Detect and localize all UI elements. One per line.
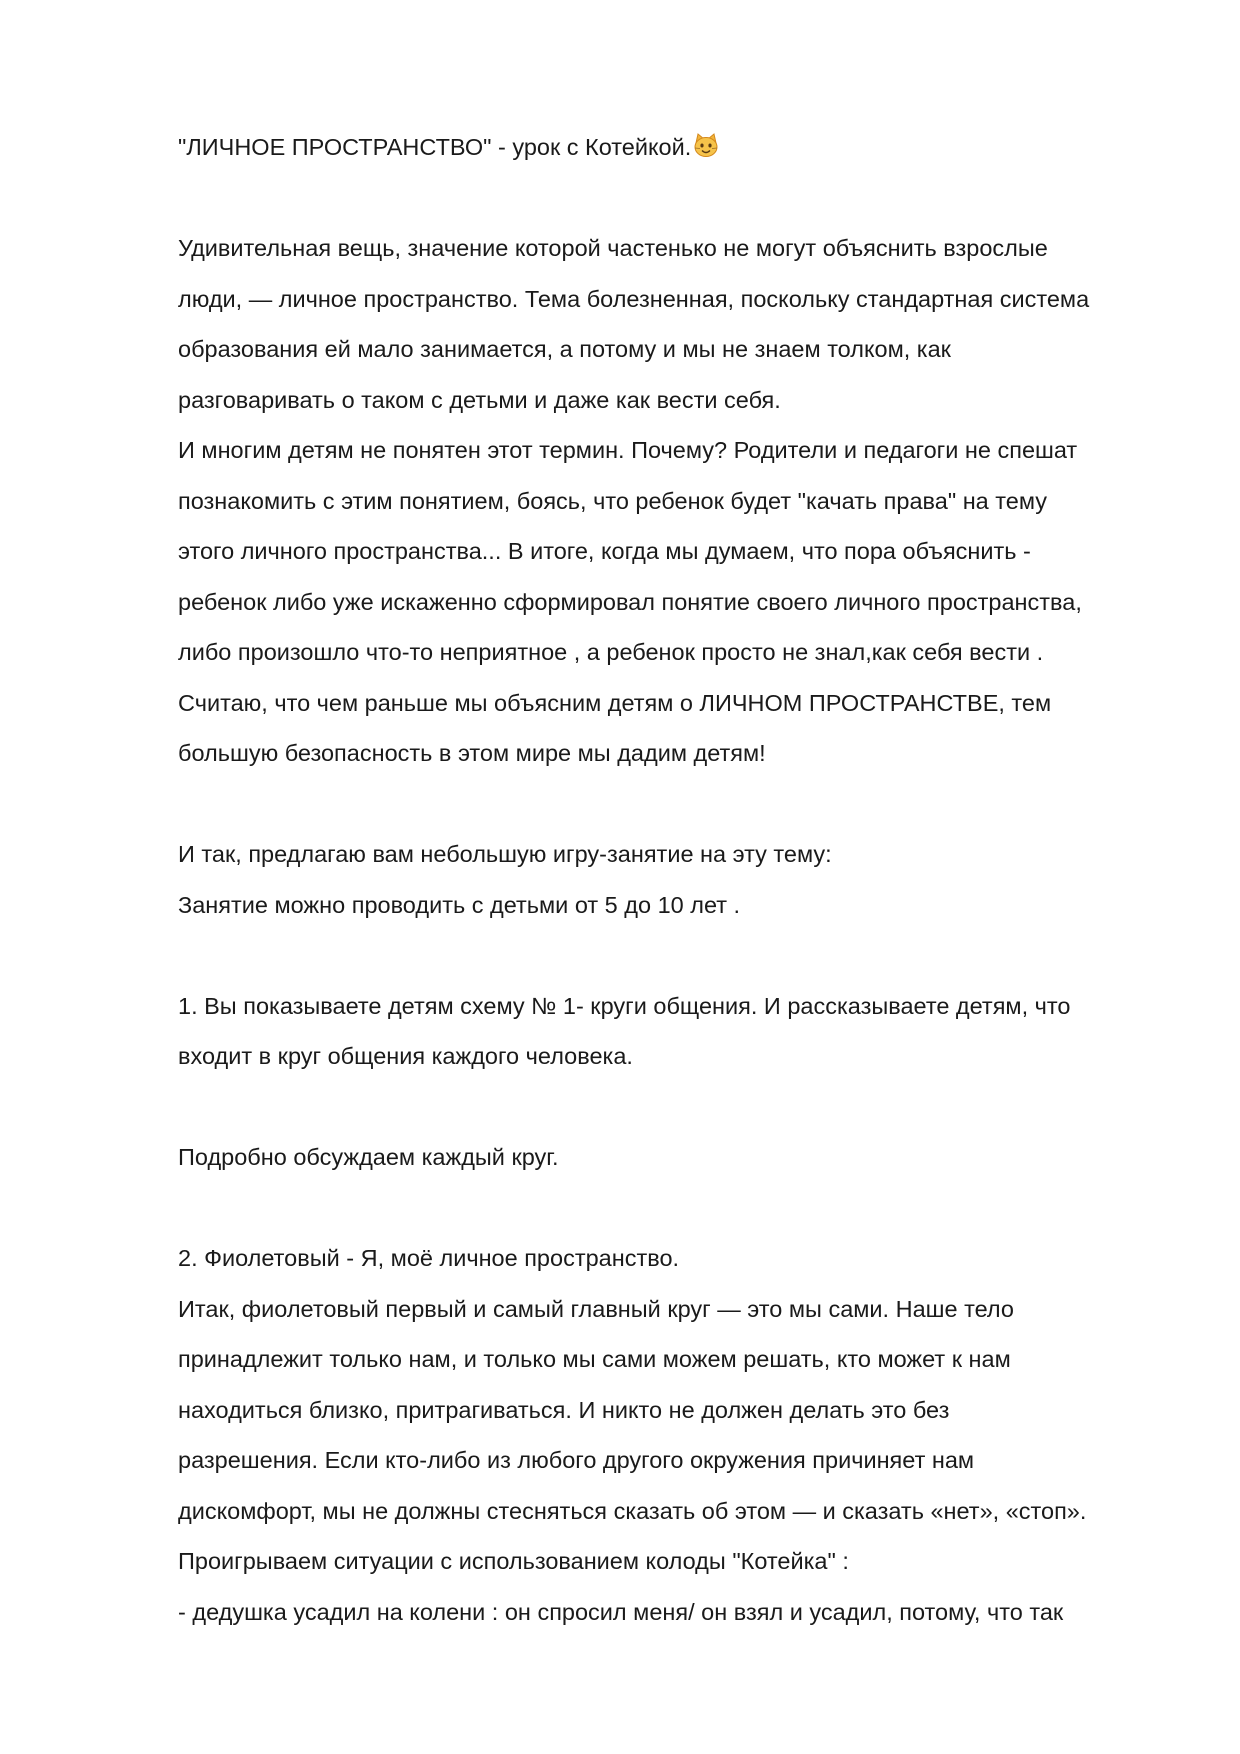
document-body <box>178 122 1188 1637</box>
document-title-text: "ЛИЧНОЕ ПРОСТРАНСТВО" - урок с Котейкой. <box>178 134 692 160</box>
document-title <box>178 122 1188 173</box>
text-line: Итак, фиолетовый первый и самый главный круг — это мы сами. Наше тело <box>178 1295 1014 1322</box>
blank-line <box>178 1183 1188 1234</box>
text-line: ребенок либо уже искаженно сформировал понятие своего личного пространства, <box>178 588 1082 615</box>
text-line: большую безопасность в этом мире мы дадим детям! <box>178 740 766 766</box>
paragraph-intro <box>178 223 1188 779</box>
paragraph-step-2 <box>178 1233 1188 1637</box>
text-line: разрешения. Если кто-либо из любого другого окружения причиняет нам <box>178 1447 975 1473</box>
blank-line <box>178 779 1188 830</box>
cat-face-emoji-icon <box>693 132 719 158</box>
text-line: 1. Вы показываете детям схему № 1- круги общения. И рассказываете детям, что <box>178 992 1071 1019</box>
text-line: Подробно обсуждаем каждый круг. <box>178 1144 559 1170</box>
text-line: люди, — личное пространство. Тема болезненная, поскольку стандартная система <box>178 285 1090 312</box>
text-line: И так, предлагаю вам небольшую игру-занятие на эту тему: <box>178 841 832 867</box>
text-line: познакомить с этим понятием, боясь, что ребенок будет "качать права" на тему <box>178 487 1048 514</box>
text-line: Удивительная вещь, значение которой частенько не могут объяснить взрослые <box>178 235 1048 261</box>
text-line: образования ей мало занимается, а потому и мы не знаем толком, как <box>178 336 951 362</box>
text-line: Занятие можно проводить с детьми от 5 до 10 лет . <box>178 891 741 918</box>
paragraph-activity <box>178 829 1188 930</box>
text-line: Считаю, что чем раньше мы объясним детям о ЛИЧНОМ ПРОСТРАНСТВЕ, тем <box>178 689 1052 716</box>
blank-line <box>178 1082 1188 1133</box>
text-line: разговаривать о таком с детьми и даже как вести себя. <box>178 386 781 413</box>
blank-line <box>178 930 1188 981</box>
text-line: дискомфорт, мы не должны стесняться сказать об этом — и сказать «нет», «стоп». <box>178 1497 1087 1524</box>
text-line: - дедушка усадил на колени : он спросил меня/ он взял и усадил, потому, что так <box>178 1598 1064 1625</box>
text-line: принадлежит только нам, и только мы сами можем решать, кто может к нам <box>178 1346 1011 1372</box>
text-line: И многим детям не понятен этот термин. Почему? Родители и педагоги не спешат <box>178 437 1078 463</box>
text-line: входит в круг общения каждого человека. <box>178 1043 633 1069</box>
paragraph-step-1 <box>178 981 1188 1082</box>
text-line: находиться близко, притрагиваться. И никто не должен делать это без <box>178 1396 950 1423</box>
paragraph-discussion <box>178 1132 1188 1183</box>
text-line: Проигрываем ситуации с использованием колоды "Котейка" : <box>178 1548 849 1574</box>
blank-line <box>178 173 1188 224</box>
text-line: либо произошло что-то неприятное , а ребенок просто не знал,как себя вести . <box>178 639 1044 665</box>
text-line: этого личного пространства... В итоге, когда мы думаем, что пора объяснить - <box>178 538 1031 564</box>
text-line: 2. Фиолетовый - Я, моё личное пространство. <box>178 1245 680 1271</box>
